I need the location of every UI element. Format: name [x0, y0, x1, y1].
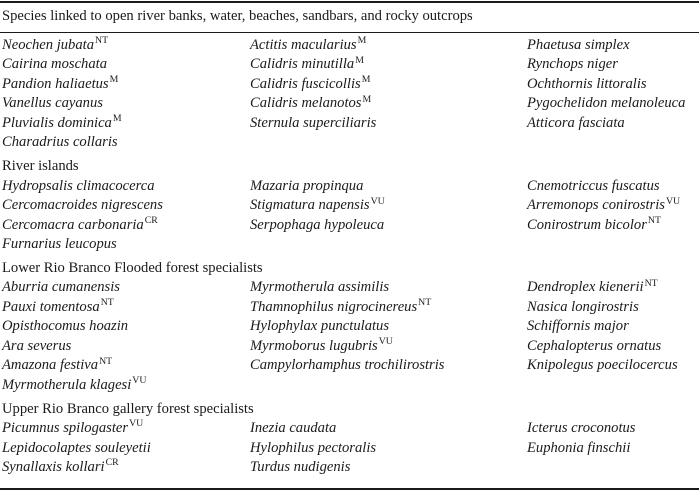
species-name: Ara severus [2, 337, 72, 354]
species-name: Atticora fasciata [527, 114, 625, 131]
conservation-status: NT [647, 214, 661, 226]
conservation-status: NT [100, 297, 114, 309]
species-name: Nasica longirostris [527, 298, 639, 315]
conservation-status: M [361, 74, 371, 86]
species-cell [527, 177, 660, 196]
species-name: Myrmotherula klagesi [2, 376, 132, 393]
species-name: Euphonia finschii [527, 439, 631, 456]
species-cell [527, 337, 661, 356]
species-cell [527, 317, 629, 336]
species-cell [527, 278, 658, 297]
species-name: Myrmoborus lugubris [250, 337, 378, 354]
species-cell [2, 216, 158, 235]
species-name: Cephalopterus ornatus [527, 337, 662, 354]
species-cell [527, 196, 680, 215]
species-name: Pauxi tomentosa [2, 298, 100, 315]
species-cell [2, 75, 118, 94]
conservation-status: CR [105, 457, 119, 469]
species-name: Cnemotriccus fuscatus [527, 177, 660, 194]
conservation-status: NT [418, 297, 432, 309]
species-name: Ochthornis littoralis [527, 75, 647, 92]
species-name: Hylophylax punctulatus [250, 318, 390, 335]
conservation-status: M [355, 54, 364, 66]
species-name: Calidris melanotos [250, 95, 362, 112]
species-name: Charadrius collaris [2, 134, 118, 151]
species-cell [250, 177, 363, 196]
species-name: Vanellus cayanus [2, 95, 103, 112]
species-name: Schiffornis major [527, 318, 629, 335]
species-name: Cercomacra carbonaria [2, 216, 144, 233]
species-cell [250, 75, 370, 94]
table-title: Species linked to open river banks, water, beaches, sandbars, and rocky outcrops [2, 8, 473, 24]
table-header-rule [0, 32, 699, 33]
species-cell [250, 356, 444, 375]
species-name: Pandion haliaetus [2, 75, 109, 92]
species-name: Dendroplex kienerii [527, 279, 644, 296]
species-cell [527, 439, 630, 458]
species-name: Opisthocomus hoazin [2, 318, 129, 335]
species-cell [527, 298, 639, 317]
species-cell [527, 216, 661, 235]
species-cell [250, 94, 371, 113]
species-name: Pygochelidon melanoleuca [527, 95, 686, 112]
species-name: Calidris minutilla [250, 56, 355, 73]
species-cell [2, 114, 122, 133]
species-cell [527, 419, 635, 438]
species-name: Calidris fuscicollis [250, 75, 361, 92]
species-name: Hydropsalis climacocerca [2, 177, 155, 194]
species-cell [2, 55, 107, 74]
conservation-status: M [357, 35, 367, 47]
species-name: Knipolegus poecilocercus [527, 357, 678, 374]
species-cell [527, 36, 630, 55]
species-cell [250, 114, 376, 133]
conservation-status: NT [95, 35, 109, 47]
species-cell [2, 298, 114, 317]
species-name: Hylophilus pectoralis [250, 439, 377, 456]
conservation-status: M [362, 93, 372, 105]
species-name: Sternula superciliaris [250, 114, 377, 131]
species-name: Amazona festiva [2, 357, 99, 374]
species-name: Inezia caudata [250, 420, 337, 437]
species-cell [250, 36, 366, 55]
species-name: Icterus croconotus [527, 420, 636, 437]
species-cell [2, 133, 118, 152]
species-cell [2, 196, 163, 215]
species-name: Rynchops niger [527, 56, 618, 73]
conservation-status: CR [144, 214, 158, 226]
species-cell [2, 177, 155, 196]
species-cell [527, 114, 625, 133]
species-name: Arremonops conirostris [527, 197, 665, 214]
species-name: Aburria cumanensis [2, 279, 120, 296]
species-cell [250, 439, 376, 458]
species-cell [250, 216, 384, 235]
conservation-status: VU [129, 418, 144, 430]
species-cell [527, 75, 647, 94]
section-heading: River islands [2, 158, 79, 175]
species-name: Cairina moschata [2, 56, 107, 73]
species-name: Neochen jubata [2, 37, 95, 53]
conservation-status: NT [99, 355, 113, 367]
species-name: Lepidocolaptes souleyetii [2, 439, 151, 456]
species-cell [250, 317, 389, 336]
species-cell [2, 317, 128, 336]
species-name: Conirostrum bicolor [527, 216, 647, 233]
species-name: Stigmatura napensis [250, 197, 370, 214]
species-name: Phaetusa simplex [527, 37, 630, 53]
species-cell [2, 458, 119, 477]
species-name: Myrmotherula assimilis [250, 279, 390, 296]
conservation-status: VU [132, 375, 147, 387]
species-cell [2, 36, 108, 55]
species-cell [2, 419, 143, 438]
species-cell [250, 196, 385, 215]
species-name: Campylorhamphus trochilirostris [250, 357, 445, 374]
species-name: Furnarius leucopus [2, 236, 117, 252]
species-cell [2, 376, 146, 395]
species-cell [250, 278, 389, 297]
table-bottom-rule [0, 488, 699, 490]
species-cell [2, 356, 112, 375]
species-cell [250, 298, 431, 317]
species-name: Serpophaga hypoleuca [250, 216, 385, 233]
species-cell [250, 458, 350, 477]
species-name: Cercomacroides nigrescens [2, 197, 163, 214]
species-cell [2, 337, 71, 356]
conservation-status: M [109, 74, 119, 86]
species-name: Mazaria propinqua [250, 177, 364, 194]
species-name: Thamnophilus nigrocinereus [250, 298, 418, 315]
section-heading: Upper Rio Branco gallery forest specialists [2, 400, 254, 417]
species-cell [2, 94, 103, 113]
species-name: Synallaxis kollari [2, 458, 105, 475]
species-name: Actitis macularius [250, 37, 357, 53]
species-name: Picumnus spilogaster [2, 420, 129, 437]
species-cell [2, 278, 120, 297]
species-cell [527, 356, 678, 375]
species-cell [2, 439, 151, 458]
conservation-status: VU [378, 336, 393, 348]
species-cell [250, 419, 336, 438]
species-name: Turdus nudigenis [250, 458, 351, 475]
species-cell [250, 55, 364, 74]
conservation-status: VU [665, 195, 681, 207]
table-top-rule [0, 1, 699, 3]
section-heading: Lower Rio Branco Flooded forest specialists [2, 259, 263, 276]
conservation-status: M [112, 113, 122, 125]
species-cell [527, 55, 618, 74]
species-cell [2, 235, 117, 254]
species-cell [527, 94, 685, 113]
species-cell [250, 337, 393, 356]
conservation-status: NT [644, 277, 658, 289]
species-name: Pluvialis dominica [2, 114, 112, 131]
conservation-status: VU [370, 195, 385, 207]
